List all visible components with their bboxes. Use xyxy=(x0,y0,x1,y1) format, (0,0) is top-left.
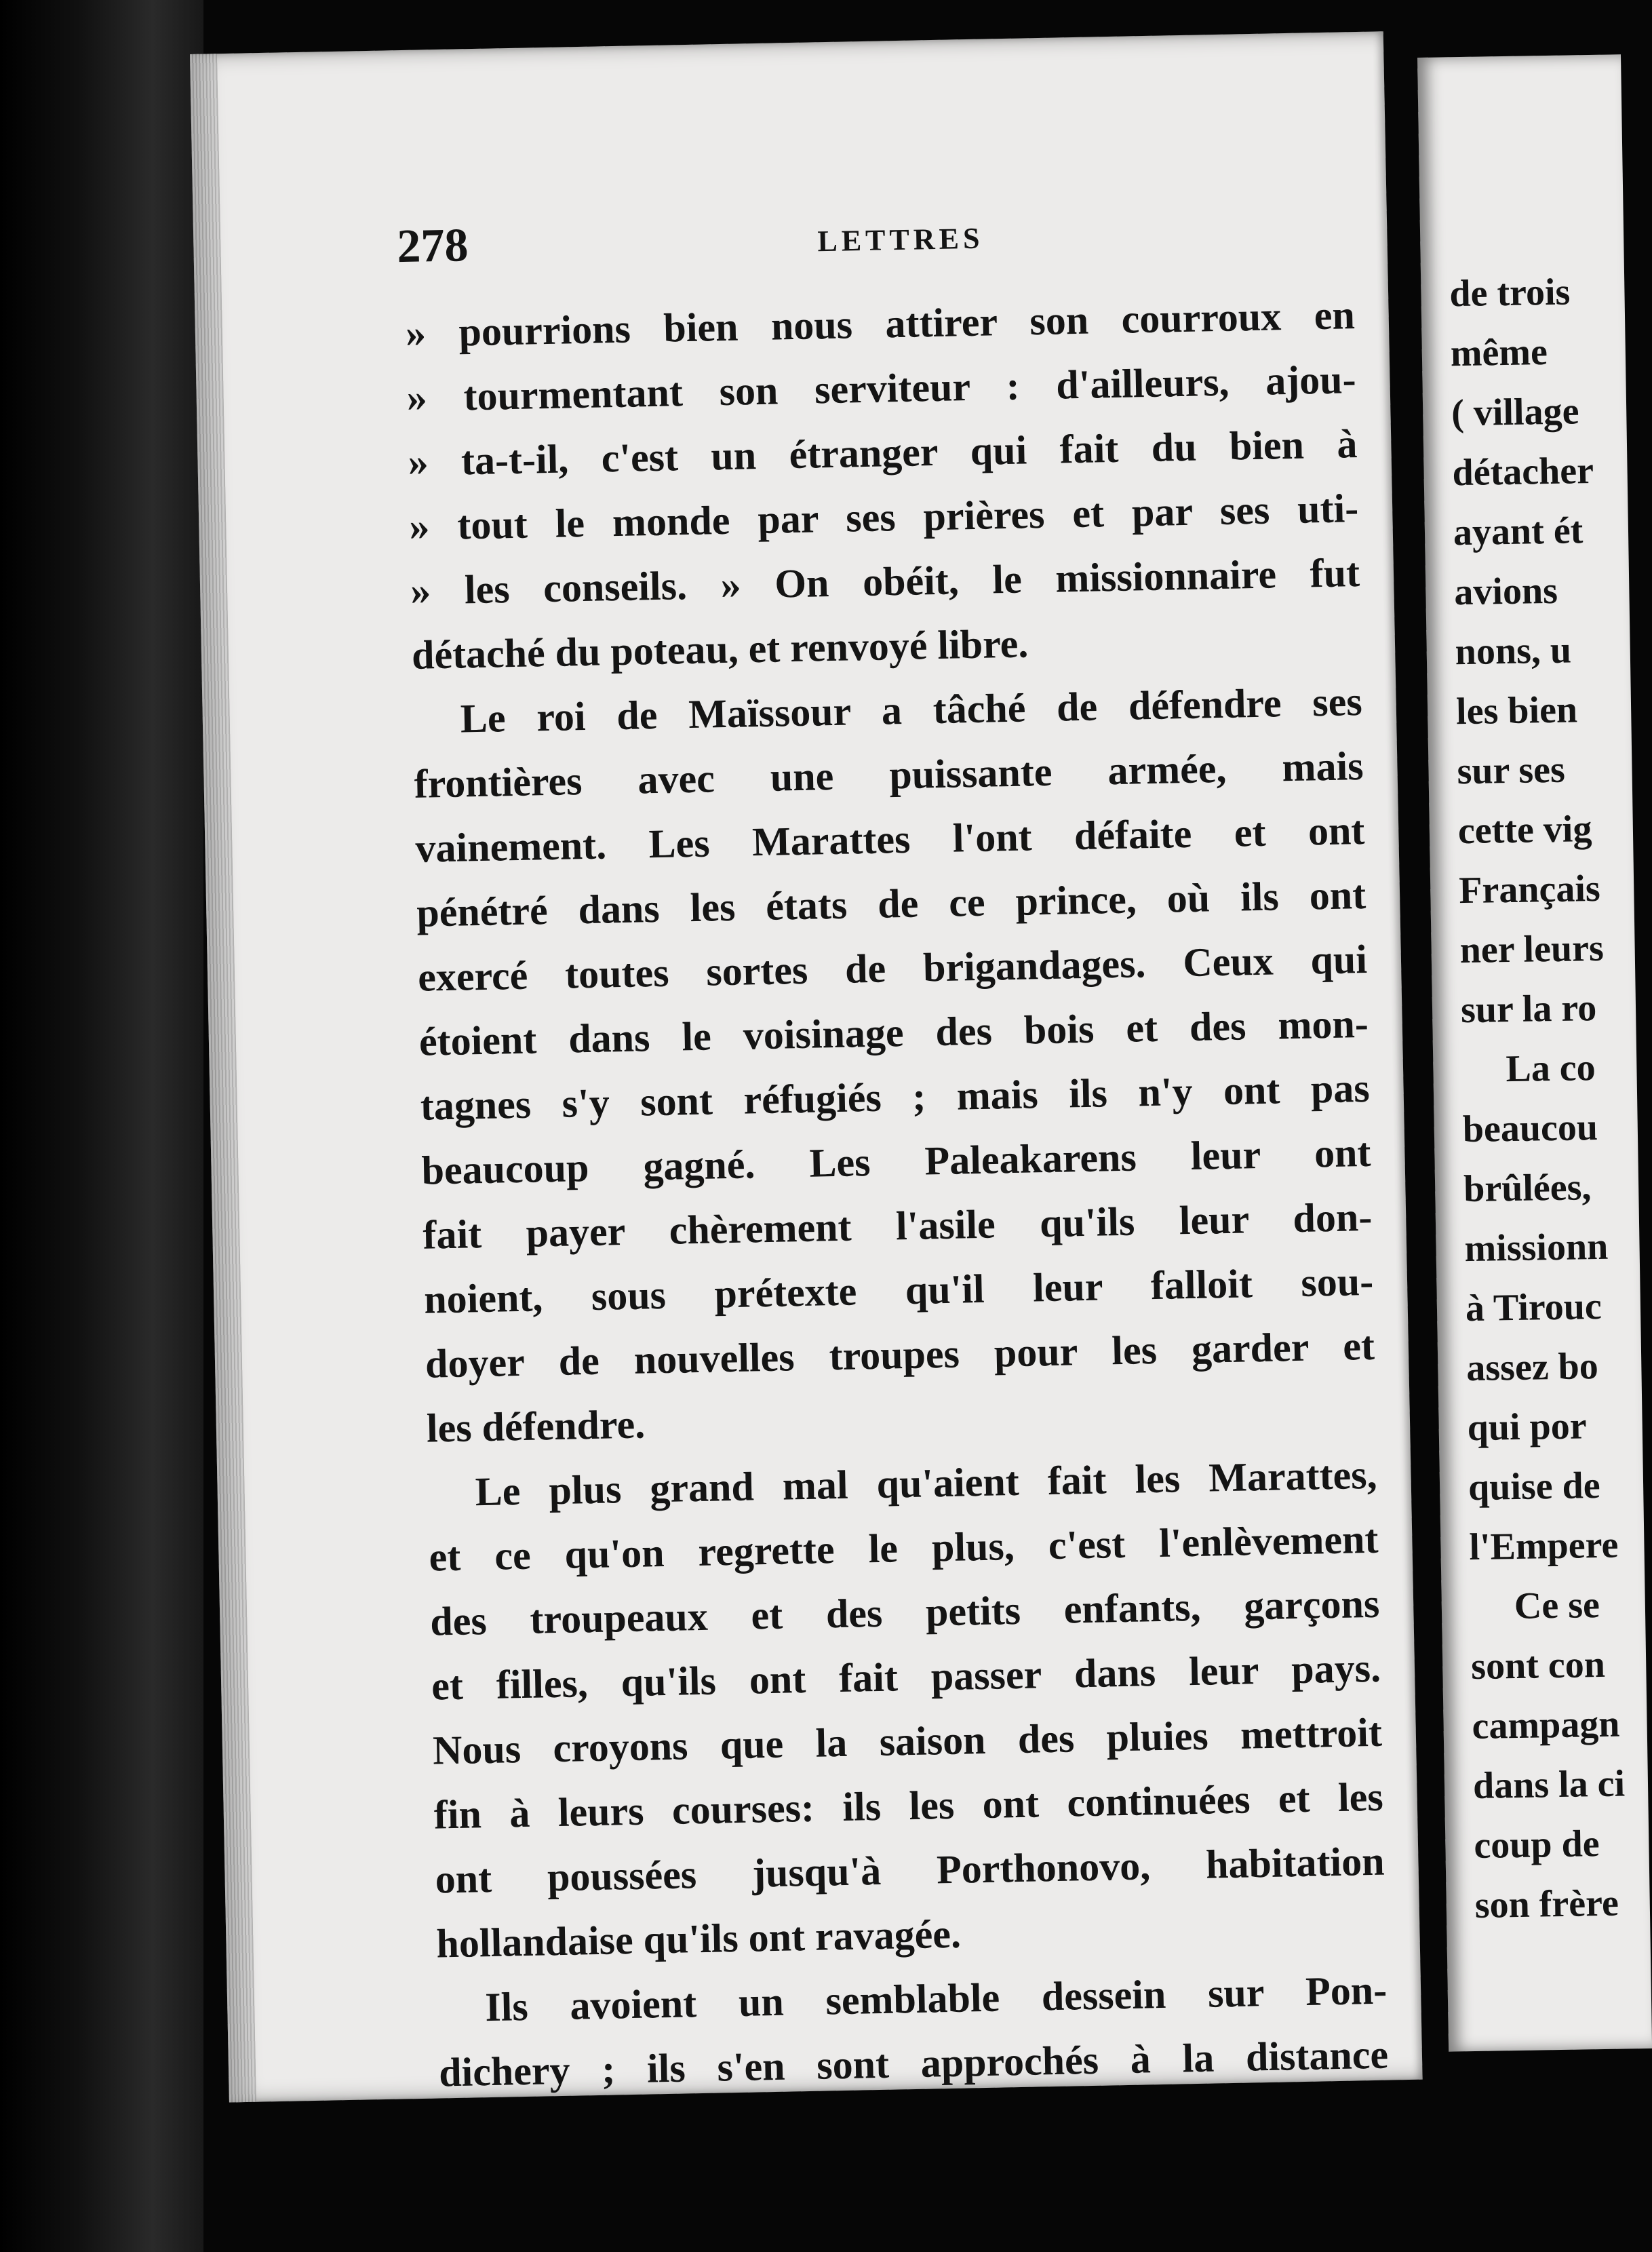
text-line: qui por xyxy=(1467,1405,1588,1450)
text-line: campagn xyxy=(1472,1703,1620,1748)
text-line: fin à leurs courses: ils les ont continuées et les xyxy=(433,1774,1384,1838)
text-line: quise de xyxy=(1468,1464,1601,1509)
text-line: cette vig xyxy=(1457,808,1592,853)
text-line: ont poussées jusqu'à Porthonovo, habitation xyxy=(435,1838,1385,1902)
text-line: les défendre. xyxy=(426,1401,646,1451)
right-page-body-text xyxy=(1449,262,1628,1935)
page-header xyxy=(397,201,1347,274)
left-page xyxy=(190,31,1423,2102)
text-line: » tout le monde par ses prières et par ses uti- xyxy=(408,486,1359,549)
text-line: La co xyxy=(1505,1047,1596,1091)
text-line: sur ses xyxy=(1457,748,1566,793)
text-line: assez bo xyxy=(1466,1345,1599,1390)
text-line: noient, sous prétexte qu'il leur falloit sou- xyxy=(423,1258,1374,1322)
scan-dark-border xyxy=(0,0,203,2252)
text-line: avions xyxy=(1453,569,1558,614)
text-line: détaché du poteau, et renvoyé libre. xyxy=(411,621,1029,678)
text-line: » pourrions bien nous attirer son courroux en xyxy=(405,292,1356,355)
text-line: sur la ro xyxy=(1460,987,1597,1032)
text-line: même xyxy=(1450,331,1548,375)
text-line: » ta-t-il, c'est un étranger qui fait du bien à xyxy=(407,421,1358,484)
text-line: hollandaise qu'ils ont ravagée. xyxy=(435,1911,962,1966)
text-line: les bien xyxy=(1455,688,1578,733)
text-line: Ils avoient un semblable dessein sur Pon- xyxy=(484,1967,1388,2030)
text-line: étoient dans le voisinage des bois et des mon- xyxy=(418,1001,1369,1064)
text-line: sont con xyxy=(1470,1643,1606,1688)
text-line: » tourmentant son serviteur : d'ailleurs, ajou- xyxy=(406,357,1357,420)
text-line: Le plus grand mal qu'aient fait les Marattes, xyxy=(475,1452,1378,1515)
text-line: détacher xyxy=(1452,449,1594,494)
text-line: et filles, qu'ils ont fait passer dans leur pays. xyxy=(431,1645,1381,1709)
text-line: » les conseils. » On obéit, le missionnaire fut xyxy=(410,550,1360,613)
text-line: et ce qu'on regrette le plus, c'est l'enlèvement xyxy=(428,1516,1379,1580)
text-line: doyer de nouvelles troupes pour les garder et xyxy=(425,1323,1375,1386)
text-line: Français xyxy=(1458,867,1601,912)
text-line: ( village xyxy=(1451,390,1579,435)
left-page-body-text xyxy=(405,283,1389,2105)
text-line: Le roi de Maïssour a tâché de défendre ses xyxy=(460,678,1363,741)
text-line: tagnes s'y sont réfugiés ; mais ils n'y ont pas xyxy=(420,1065,1371,1129)
text-line: l'Empere xyxy=(1469,1523,1619,1569)
text-line: brûlées, xyxy=(1463,1166,1592,1211)
text-line: ayant ét xyxy=(1453,509,1584,554)
text-line: Ce se xyxy=(1514,1584,1600,1628)
text-line: dichery ; ils s'en sont approchés à la distance xyxy=(438,2032,1389,2095)
text-line: ner leurs xyxy=(1459,927,1605,972)
text-line: pénétré dans les états de ce prince, où ils ont xyxy=(416,872,1366,935)
running-head: LETTRES xyxy=(817,221,984,258)
text-line: frontières avec une puissante armée, mais xyxy=(414,743,1364,807)
text-line: des troupeaux et des petits enfants, garçons xyxy=(429,1580,1380,1644)
text-line: beaucoup gagné. Les Paleakarens leur ont xyxy=(421,1129,1372,1193)
text-line: exercé toutes sortes de brigandages. Ceux qui xyxy=(417,936,1368,1000)
text-line: son frère xyxy=(1474,1882,1619,1927)
text-line: vainement. Les Marattes l'ont défaite et ont xyxy=(414,807,1365,871)
text-line: de trois xyxy=(1449,271,1571,315)
text-line: fait payer chèrement l'asile qu'ils leur don- xyxy=(422,1194,1373,1258)
text-line: beaucou xyxy=(1462,1106,1598,1151)
text-line: nons, u xyxy=(1455,629,1572,674)
text-line: coup de xyxy=(1473,1823,1600,1867)
text-line: dans la ci xyxy=(1472,1762,1626,1808)
right-page-fragment xyxy=(1417,54,1652,2051)
text-line: missionn xyxy=(1464,1225,1609,1270)
text-line: à Tirouc xyxy=(1465,1285,1602,1330)
text-line: Nous croyons que la saison des pluies mettroit xyxy=(432,1709,1383,1773)
page-number: 278 xyxy=(396,219,469,273)
